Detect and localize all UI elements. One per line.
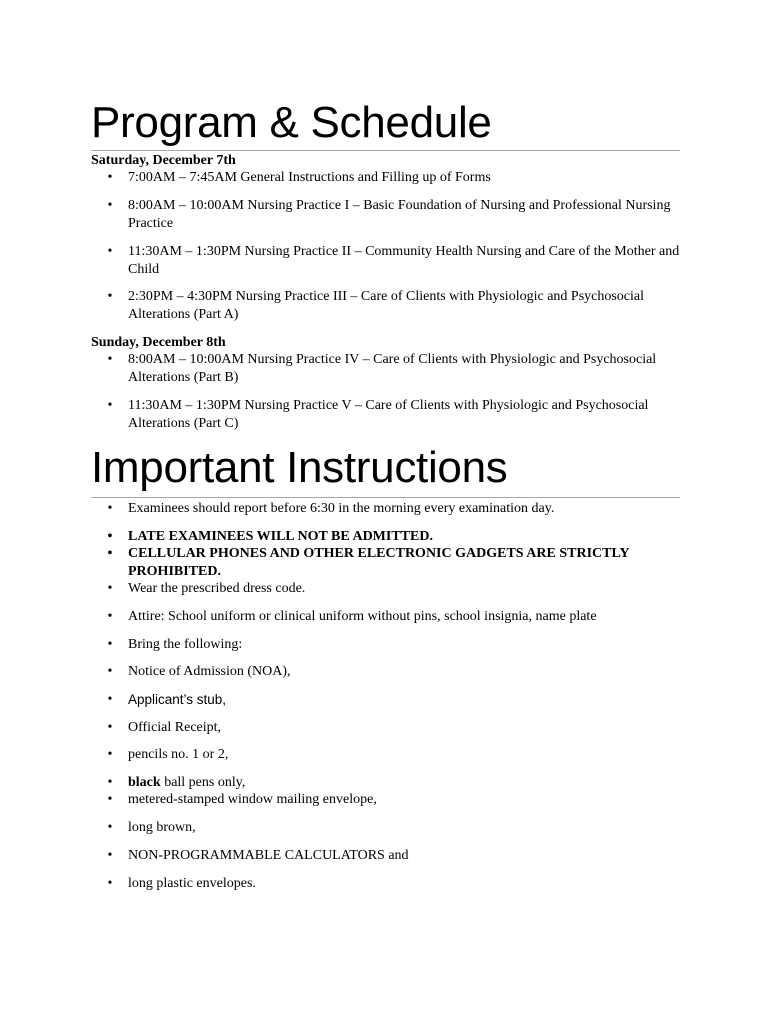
day-heading-saturday: Saturday, December 7th: [91, 153, 236, 168]
bullet-icon: •: [107, 170, 113, 185]
bullet-icon: •: [107, 876, 113, 891]
schedule-item: • 11:30AM – 1:30PM Nursing Practice II – Community Health Nursing and Care of the Mother and Child: [104, 243, 680, 278]
schedule-item: • 8:00AM – 10:00AM Nursing Practice I – Basic Foundation of Nursing and Professional Nursing Practice: [104, 197, 680, 232]
emphasis-black: black: [128, 775, 161, 790]
instruction-item: • Official Receipt,: [104, 719, 680, 737]
bullet-icon: •: [107, 244, 113, 259]
instruction-item: • Bring the following:: [104, 636, 680, 654]
instruction-item: • LATE EXAMINEES WILL NOT BE ADMITTED.: [104, 528, 680, 546]
bullet-icon: •: [107, 501, 113, 516]
bullet-icon: •: [107, 198, 113, 213]
heading-rule: [91, 150, 680, 151]
heading-rule: [91, 497, 680, 498]
instruction-item: • Notice of Admission (NOA),: [104, 663, 680, 681]
bullet-icon: •: [107, 747, 113, 762]
bullet-icon: •: [107, 775, 113, 790]
bullet-icon: •: [107, 848, 113, 863]
instruction-item: • long brown,: [104, 819, 680, 837]
instruction-item: • metered-stamped window mailing envelope,: [104, 791, 680, 809]
program-schedule-heading: Program & Schedule: [91, 98, 492, 147]
bullet-icon: •: [107, 529, 113, 544]
instruction-item: • Applicant’s stub,: [104, 691, 680, 709]
bullet-icon: •: [107, 637, 113, 652]
schedule-item: • 2:30PM – 4:30PM Nursing Practice III – Care of Clients with Physiologic and Psychosocial Alterations (Part A): [104, 288, 680, 323]
bullet-icon: •: [107, 352, 113, 367]
instruction-item: • NON-PROGRAMMABLE CALCULATORS and: [104, 847, 680, 865]
schedule-item: • 11:30AM – 1:30PM Nursing Practice V – Care of Clients with Physiologic and Psychosocial Alterations (Part C): [104, 397, 680, 432]
instruction-item: • black ball pens only,: [104, 774, 680, 792]
bullet-icon: •: [107, 792, 113, 807]
instruction-item: • CELLULAR PHONES AND OTHER ELECTRONIC GADGETS ARE STRICTLY PROHIBITED.: [104, 545, 680, 580]
schedule-item: • 8:00AM – 10:00AM Nursing Practice IV – Care of Clients with Physiologic and Psychosocial Alterations (Part B): [104, 351, 680, 386]
bullet-icon: •: [107, 289, 113, 304]
bullet-icon: •: [107, 581, 113, 596]
instruction-item: • long plastic envelopes.: [104, 875, 680, 893]
bullet-icon: •: [107, 720, 113, 735]
bullet-icon: •: [107, 546, 113, 561]
bullet-icon: •: [107, 609, 113, 624]
bullet-icon: •: [107, 692, 113, 707]
important-instructions-heading: Important Instructions: [91, 443, 508, 492]
instruction-item: • pencils no. 1 or 2,: [104, 746, 680, 764]
bullet-icon: •: [107, 398, 113, 413]
instruction-item: • Attire: School uniform or clinical uniform without pins, school insignia, name plate: [104, 608, 680, 626]
day-heading-sunday: Sunday, December 8th: [91, 335, 226, 350]
instruction-item: • Examinees should report before 6:30 in the morning every examination day.: [104, 500, 680, 518]
bullet-icon: •: [107, 664, 113, 679]
schedule-item: • 7:00AM – 7:45AM General Instructions and Filling up of Forms: [104, 169, 680, 187]
bullet-icon: •: [107, 820, 113, 835]
instruction-item: • Wear the prescribed dress code.: [104, 580, 680, 598]
